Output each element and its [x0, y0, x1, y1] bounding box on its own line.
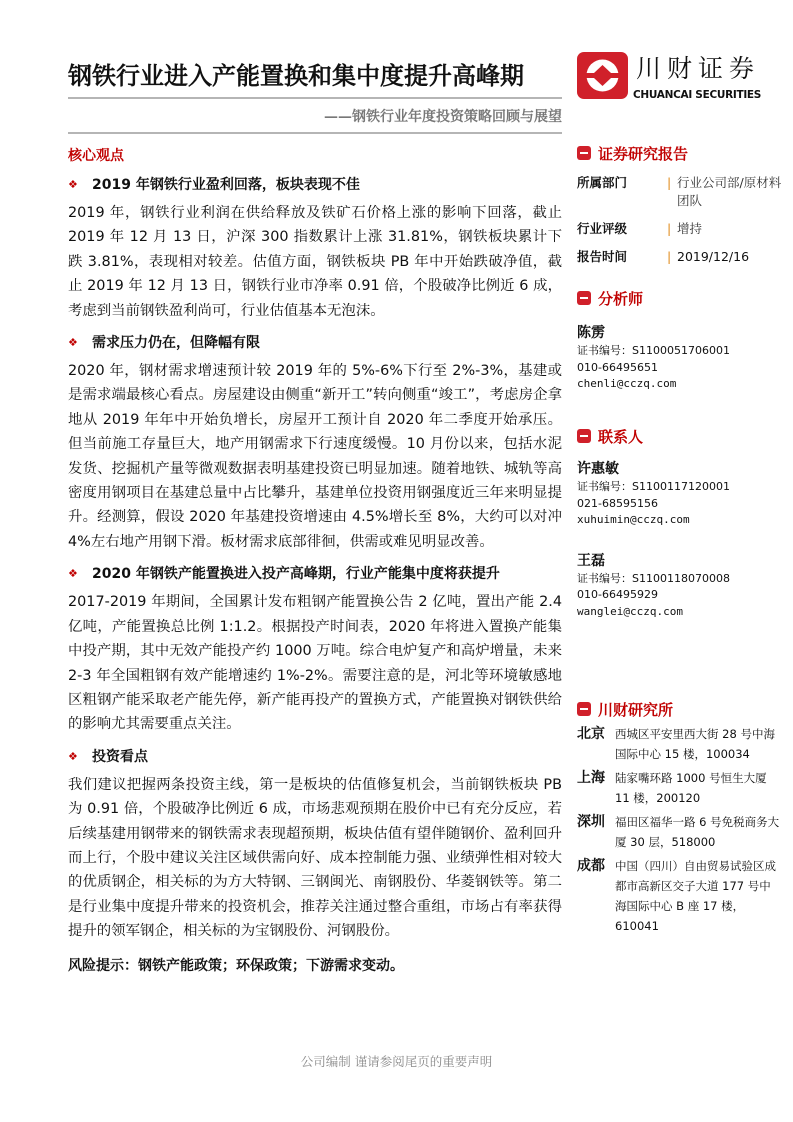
section-title-contact: 联系人	[577, 425, 782, 447]
page-footer: 公司编制 谨请参阅尾页的重要声明	[300, 1054, 493, 1069]
contact-block	[577, 425, 782, 620]
section-2	[68, 333, 562, 554]
brand-icon	[577, 146, 591, 160]
section-heading: ❖ 2020 年钢铁产能置换进入投产高峰期，行业产能集中度将获提升	[68, 566, 500, 583]
analyst-card: 陈雳 证书编号：S1100051706001 010-66495651 chenli@cczq.com	[577, 323, 782, 393]
section-body: 2020 年，钢材需求增速预计较 2019 年的 5%-6%下行至 2%-3%，基建或是需求端最核心看点。房屋建设由侧重“新开工”转向侧重“竣工”，考虑房企拿地从 2019 年年中开始负增长，房屋开工预计自 2020 年二季度开始承压。但当前施工存量巨大，地产用钢需求下行速度缓慢。10 月份以来，包括水泥发货、挖掘机产量等微观数据表明基建投资已明显加速。随着地铁、城轨等高密度用钢项目在基建总量中占比攀升，基建单位投资用钢强度近三年来明显提升。经测算，假设 2020 年基建投资增速由 4.5%增长至 8%，大约可以对冲 4%左右地产用钢下滑。板材需求底部徘徊，供需或难见明显改善。	[68, 363, 562, 550]
main-content	[68, 175, 562, 976]
email-link[interactable]: chenli@cczq.com	[577, 377, 677, 390]
brand-icon	[577, 702, 591, 716]
brand-icon	[577, 429, 591, 443]
risk-warning: 风险提示：钢铁产能政策；环保政策；下游需求变动。	[68, 957, 404, 974]
brand-icon	[577, 291, 591, 305]
brand-name-cn: 川财证券	[636, 54, 761, 83]
brand-name-en: CHUANCAI SECURITIES	[633, 89, 762, 101]
institute-block	[577, 698, 782, 936]
core-viewpoints-heading: 核心观点	[68, 148, 124, 164]
contact-card: 王磊 证书编号：S1100118070008 010-66495929 wanglei@cczq.com	[577, 551, 782, 621]
section-heading: ❖ 2019 年钢铁行业盈利回落，板块表现不佳	[68, 177, 360, 193]
section-1	[68, 175, 562, 323]
chuancai-logo-icon	[577, 52, 628, 99]
analyst-block	[577, 287, 782, 393]
section-title-institute: 川财研究所	[577, 698, 782, 720]
section-heading: ❖ 投资看点	[68, 748, 148, 765]
divider	[68, 97, 562, 99]
section-4	[68, 747, 562, 944]
report-subtitle: ——钢铁行业年度投资策略回顾与展望	[324, 109, 562, 125]
diamond-bullet-icon: ❖	[68, 178, 78, 191]
section-body: 我们建议把握两条投资主线，第一是板块的估值修复机会，当前钢铁板块 PB 为 0.91 倍，个股破净比例近 6 成，市场悲观预期在股价中已有充分反应，若后续基建用钢带来的钢铁需求表现超预期，板块估值有望伴随钢价、盈利回升而上行，个股中建议关注区域供需向好、成本控制能力强、业绩弹性相对较大的优质钢企，相关标的为方大特钢、三钢闽光、南钢股份、华菱钢铁等。第二是行业集中度提升带来的投资机会，推荐关注通过整合重组，市场占有率获得提升的领军钢企，相关标的为宝钢股份、河钢股份。	[68, 776, 562, 940]
contact-card: 许惠敏 证书编号：S1100117120001 021-68595156 xuhuimin@cczq.com	[577, 459, 782, 529]
email-link[interactable]: wanglei@cczq.com	[577, 604, 683, 618]
diamond-bullet-icon: ❖	[68, 567, 78, 581]
section-title-report: 证券研究报告	[577, 142, 782, 164]
email-link[interactable]: xuhuimin@cczq.com	[577, 513, 690, 526]
section-heading: ❖ 需求压力仍在，但降幅有限	[68, 335, 260, 352]
section-title-analyst: 分析师	[577, 287, 782, 309]
report-info	[577, 142, 782, 266]
divider	[68, 132, 562, 134]
diamond-bullet-icon: ❖	[68, 749, 78, 763]
office-list: 北京 西城区平安里西大街 28 号中海国际中心 15 楼，100034 上海 陆家嘴环路 1000 号恒生大厦 11 楼，200120 深圳 福田区福华一路 6 号免税商务大厦 30 层，518000 成都 中国（四川）自由贸易试验区成都市高新区交子大道 177 号中海国际中心 B 座 17 楼，610041	[577, 726, 780, 933]
section-3	[68, 564, 562, 736]
section-body: 2017-2019 年期间，全国累计发布粗钢产能置换公告 2 亿吨，置出产能 2.4 亿吨，产能置换总比例 1:1.2。根据投产时间表，2020 年将进入置换产能集中投产期，其中无效产能投产约 1000 万吨。综合电炉复产和高炉增量，未来 2-3 年全国粗钢有效产能增速约 1%-2%。需要注意的是，河北等环境敏感地区粗钢产能采取老产能先停，新产能再投产的置换方式，产能置换对钢铁供给的影响尤其需要重点关注。	[68, 594, 562, 733]
section-body: 2019 年，钢铁行业利润在供给释放及铁矿石价格上涨的影响下回落，截止 2019 年 12 月 13 日，沪深 300 指数累计上涨 31.81%，钢铁板块累计下跌 3.81%，表现相对较差。估值方面，钢铁板块 PB 年中开始跌破净值，截止 2019 年 12 月 13 日，钢铁行业市净率 0.91 倍，个股破净比例近 6 成，考虑到当前钢铁盈利尚可，行业估值基本无泡沫。	[68, 205, 562, 319]
report-title: 钢铁行业进入产能置换和集中度提升高峰期	[68, 61, 524, 90]
diamond-bullet-icon: ❖	[68, 336, 78, 350]
report-meta: 所属部门 | 行业公司部/原材料团队 行业评级 | 增持 报告时间 | 2019/12/16	[577, 175, 782, 264]
